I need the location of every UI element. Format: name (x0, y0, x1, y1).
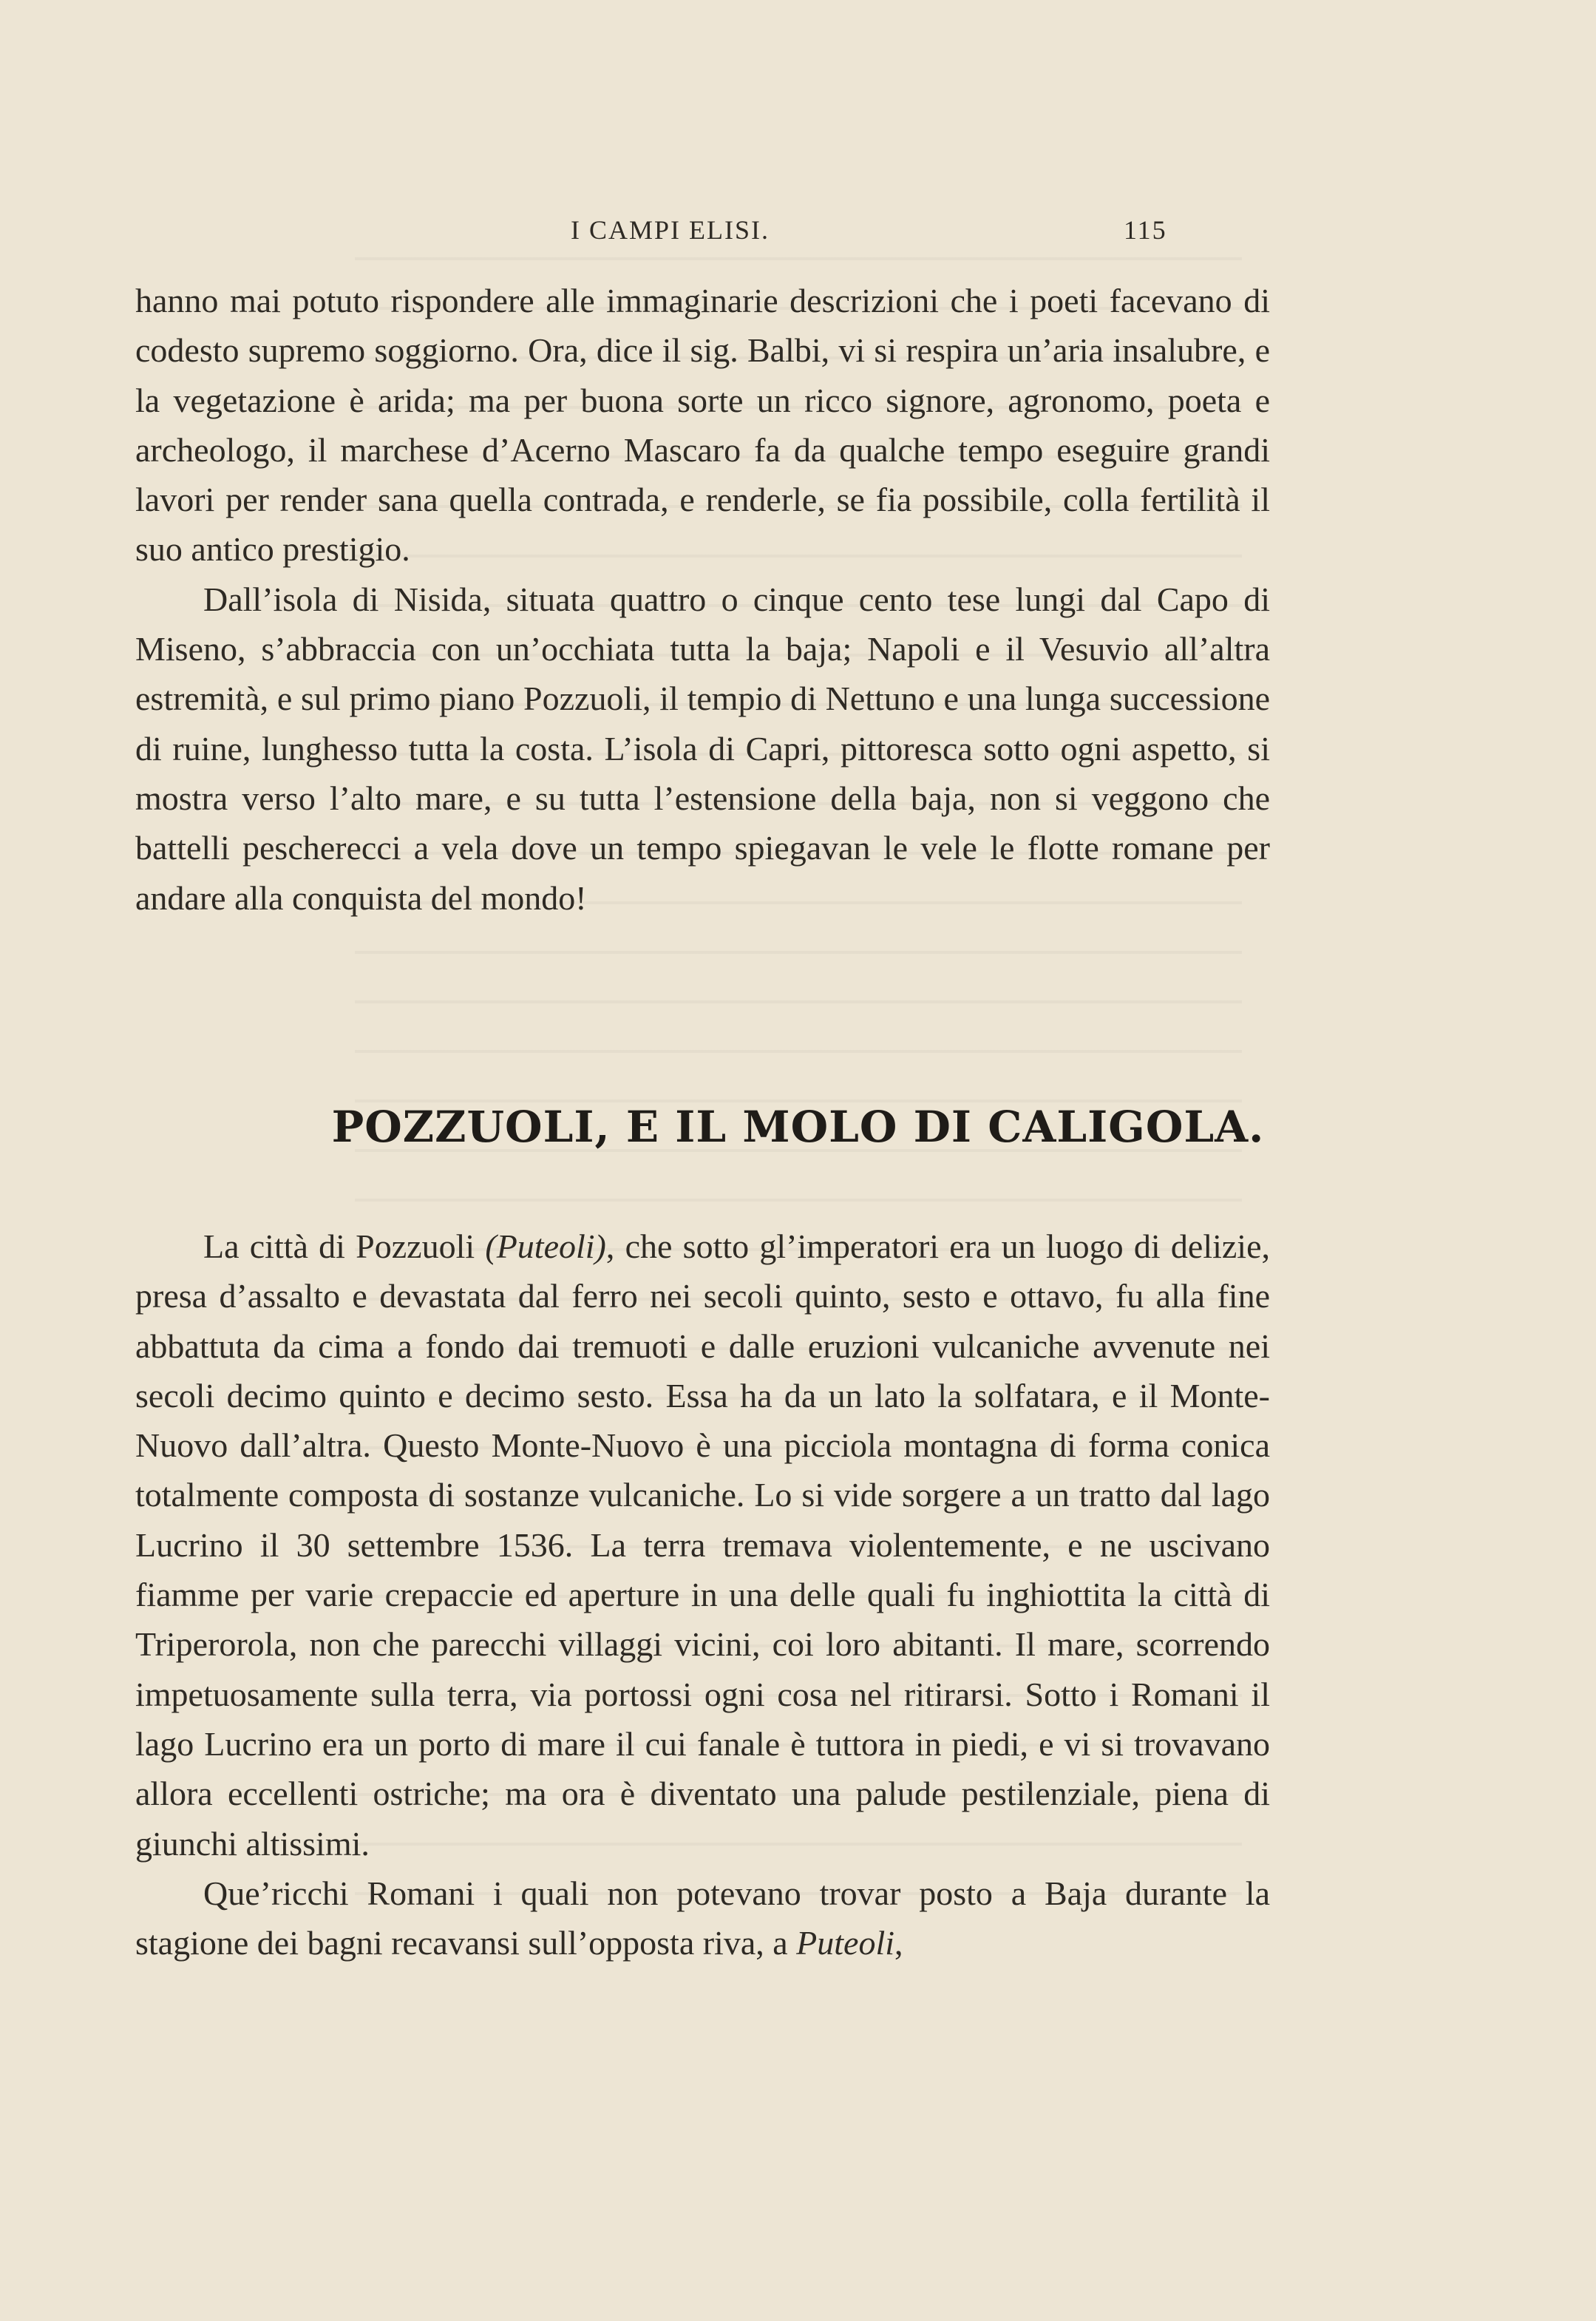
romani-text-start: Que’ricchi Romani i quali non potevano trovar posto a Baja durante la stagione dei bagni recavansi sull’opposta riva, a (135, 1874, 1270, 1962)
pozzuoli-text-rest: , che sotto gl’imperatori era un luogo di delizie, presa d’assalto e devastata dal ferro nei secoli quinto, sesto e ottavo, fu alla fine abbattuta da cima a fondo dai tremuoti e dalle eruzioni vulcaniche avvenute nei secoli decimo quinto e decimo sesto. Essa ha da un lato la solfatara, e il Monte-Nuovo dall’altra. Questo Monte-Nuovo è una picciola montagna di forma conica totalmente composta di sostanze vulcaniche. Lo si vide sorgere a un tratto dal lago Lucrino il 30 settembre 1536. La terra tremava violentemente, e ne uscivano fiamme per varie crepaccie ed aperture in una delle quali fu inghiottita la città di Triperorola, non che parecchi villaggi vicini, coi loro abitanti. Il mare, scorrendo impetuosamente sulla terra, via portossi ogni cosa nel ritirarsi. Sotto i Romani il lago Lucrino era un porto di mare il cui fanale è tuttora in piedi, e vi si trovavano allora eccellenti ostriche; ma ora è diventato una palude pestilenziale, piena di giunchi altissimi. (135, 1227, 1270, 1863)
paragraph-nisida: Dall’isola di Nisida, situata quattro o cinque cento tese lungi dal Capo di Miseno, s’abbraccia con un’occhiata tutta la baja; Napoli e il Vesuvio all’altra estremità, e sul primo piano Pozzuoli, il tempio di Nettuno e una lunga successione di ruine, lunghesso tutta la costa. L’isola di Capri, pittoresca sotto ogni aspetto, si mostra verso l’alto mare, e su tutta l’estensione della baja, non si veggono che battelli pescherecci a vela dove un tempo spiegavan le vele le flotte romane per andare alla conquista del mondo! (135, 580, 1270, 917)
romani-text-end: , (894, 1924, 903, 1962)
text-block-bottom (135, 1222, 1270, 1968)
paragraph-pozzuoli (135, 1222, 1270, 1868)
text-block-top (135, 276, 1270, 923)
running-title: I CAMPI ELISI. (571, 215, 770, 245)
paragraph-romani (135, 1868, 1270, 1968)
romani-latin-name: Puteoli (796, 1924, 895, 1962)
running-head (0, 214, 1596, 259)
section-heading: POZZUOLI, E IL MOLO DI CALIGOLA. (331, 1102, 1265, 1152)
paragraph-continuation: hanno mai potuto rispondere alle immaginarie descrizioni che i poeti facevano di codesto supremo soggiorno. Ora, dice il sig. Balbi, vi si respira un’aria insalubre, e la vegetazione è arida; ma per buona sorte un ricco signore, agronomo, poeta e archeologo, il marchese d’Acerno Mascaro fa da qualche tempo eseguire grandi lavori per render sana quella contrada, e renderle, se fia possibile, colla fertilità il suo antico prestigio. (135, 282, 1270, 569)
page-number: 115 (1124, 215, 1167, 245)
pozzuoli-latin-name: (Puteoli) (485, 1227, 606, 1265)
pozzuoli-text-start: La città di Pozzuoli (203, 1227, 486, 1265)
